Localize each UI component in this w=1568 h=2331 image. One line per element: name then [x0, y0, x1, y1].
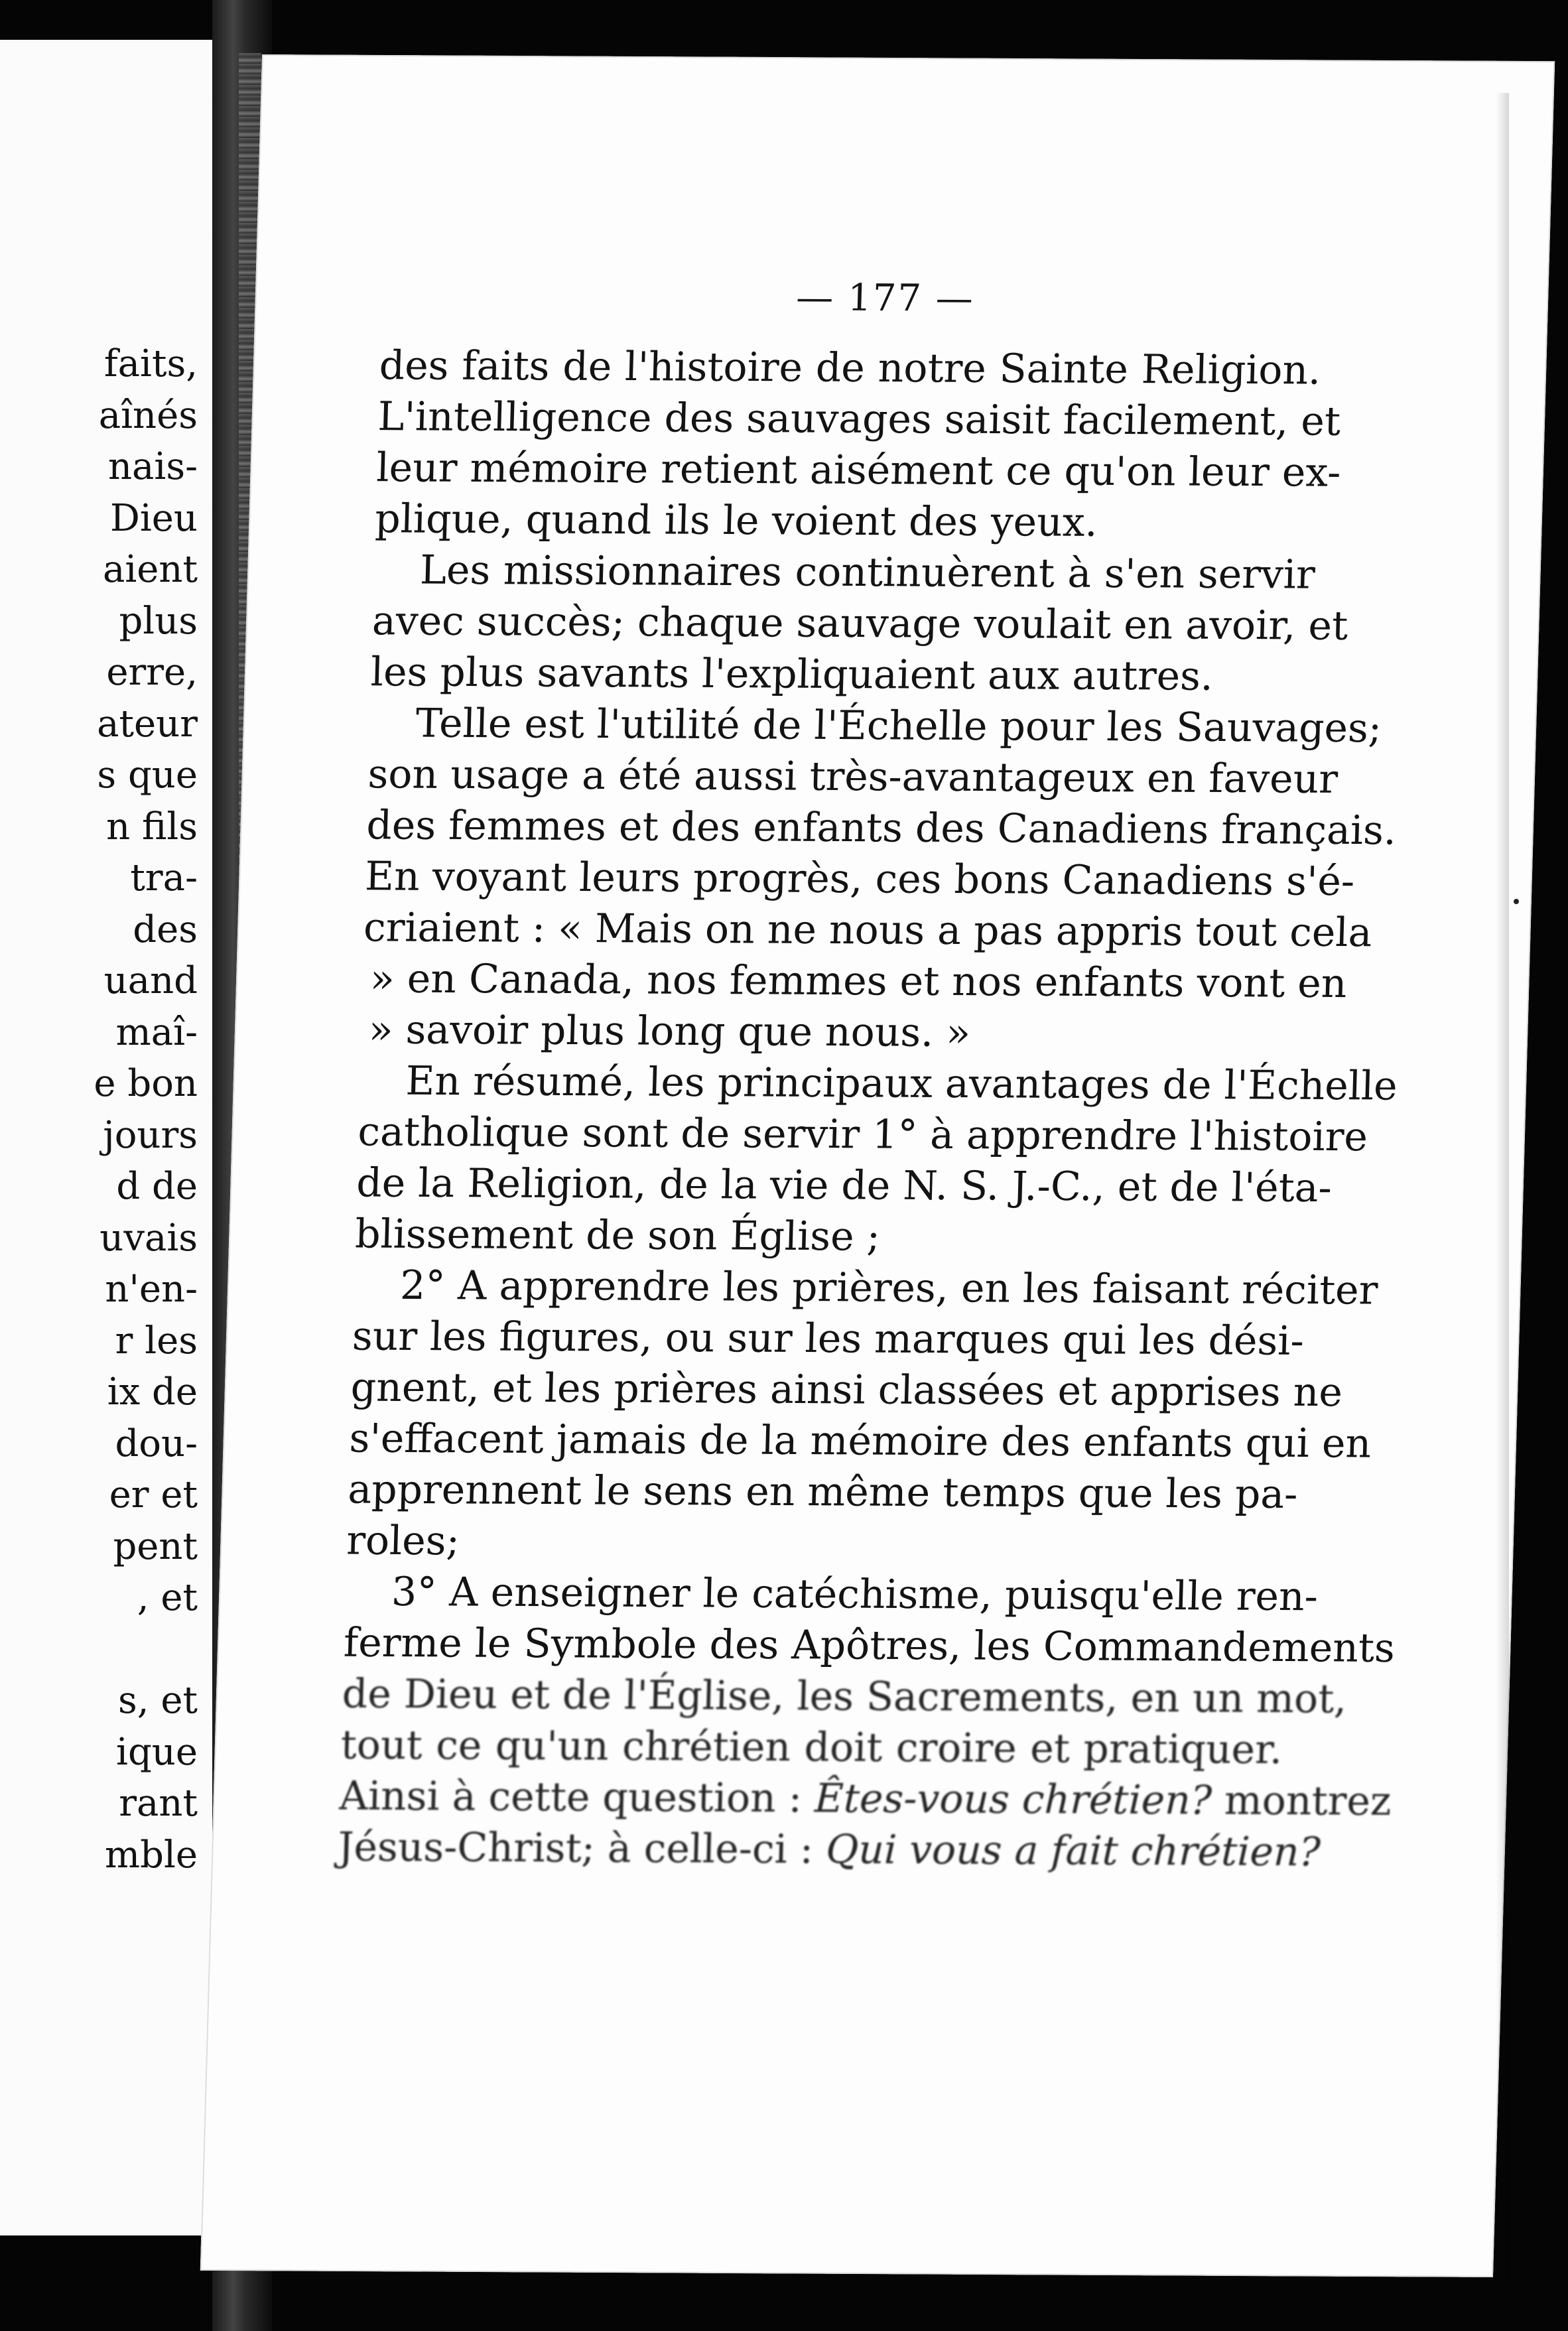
left-page-line: maî-	[115, 1010, 198, 1054]
text-line: des femmes et des enfants des Canadiens français.	[365, 802, 1397, 854]
text-line: criaient : « Mais on ne nous a pas appris tout cela	[363, 904, 1373, 957]
text-line: En résumé, les principaux avantages de l'Échelle	[405, 1057, 1398, 1110]
text-line: Les missionnaires continuèrent à s'en servir	[419, 547, 1316, 598]
left-page-line: aînés	[98, 393, 198, 437]
text-line: blissement de son Église ;	[354, 1211, 881, 1260]
text-line: leur mémoire retient aisément ce qu'on leur ex-	[375, 444, 1342, 496]
text-line: de Dieu et de l'Église, les Sacrements, en un mot,	[341, 1670, 1348, 1723]
page-edge-shadow	[1496, 93, 1509, 2282]
left-page-line: , et	[137, 1576, 198, 1619]
text-line: de la Religion, de la vie de N. S. J.-C., et de l'éta-	[356, 1160, 1333, 1212]
page-number: — 177 —	[795, 276, 975, 320]
left-page-line: erre,	[106, 651, 198, 694]
text-run: Ainsi à cette question :	[338, 1772, 816, 1822]
left-page-line: plus	[119, 599, 198, 643]
left-page-line: s que	[97, 754, 198, 797]
text-line: plique, quand ils le voient des yeux.	[374, 496, 1098, 546]
dust-speck	[1514, 899, 1519, 904]
left-page-line: ique	[116, 1730, 198, 1774]
left-page-line: ix de	[107, 1370, 198, 1414]
text-line	[338, 1771, 1392, 1827]
left-page-line: e bon	[94, 1062, 198, 1105]
left-page-line: n'en-	[105, 1268, 198, 1311]
text-line: catholique sont de servir 1° à apprendre l'histoire	[357, 1108, 1368, 1161]
left-page-line: n fils	[106, 805, 198, 848]
left-page-line: er et	[109, 1473, 198, 1516]
left-page-line: tra-	[130, 856, 198, 899]
text-line: 3° A enseigner le catéchisme, puisqu'elle ren-	[391, 1568, 1319, 1621]
left-page-text	[94, 338, 198, 1881]
page-body	[337, 340, 1398, 1878]
italic-text: Qui vous a fait chrétien?	[825, 1826, 1321, 1876]
text-line: ferme le Symbole des Apôtres, les Commandements	[343, 1619, 1396, 1672]
left-page-line: r les	[115, 1319, 198, 1363]
left-page-line: uvais	[99, 1216, 198, 1260]
text-line: L'intelligence des sauvages saisit facilement, et	[377, 393, 1341, 445]
left-page-line: dou-	[115, 1422, 198, 1465]
text-line: avec succès; chaque sauvage voulait en avoir, et	[371, 598, 1349, 649]
text-line: » en Canada, nos femmes et nos enfants vont en	[369, 955, 1348, 1008]
text-run: Jésus-Christ; à celle-ci :	[337, 1824, 827, 1873]
text-run: montrez	[1210, 1777, 1392, 1825]
text-line	[337, 1822, 1321, 1878]
left-page-line	[94, 1624, 198, 1676]
left-page-line: nais-	[107, 445, 198, 488]
text-line: tout ce qu'un chrétien doit croire et pratiquer.	[340, 1721, 1283, 1774]
left-page-line: uand	[103, 959, 198, 1002]
left-page-line: aient	[102, 548, 198, 591]
text-line: En voyant leurs progrès, ces bons Canadiens s'é-	[364, 853, 1356, 905]
left-page-line: mble	[105, 1833, 198, 1877]
text-line: 2° A apprendre les prières, en les faisant réciter	[399, 1262, 1379, 1314]
left-page-line: pent	[113, 1524, 198, 1568]
right-page	[200, 54, 1555, 2277]
text-line: sur les figures, ou sur les marques qui les dési-	[352, 1313, 1305, 1365]
left-page-line: ateur	[97, 702, 198, 746]
left-page-line: rant	[119, 1782, 198, 1825]
left-page-line: des	[133, 907, 198, 951]
left-page-line: d de	[116, 1165, 198, 1208]
text-line: s'effacent jamais de la mémoire des enfants qui en	[348, 1415, 1372, 1467]
text-line: des faits de l'histoire de notre Sainte Religion.	[378, 342, 1322, 394]
left-page-line: jours	[103, 1113, 198, 1157]
text-line: les plus savants l'expliquaient aux autres.	[369, 649, 1214, 700]
text-line: gnent, et les prières ainsi classées et apprises ne	[350, 1364, 1343, 1416]
text-line: son usage a été aussi très-avantageux en faveur	[367, 751, 1339, 803]
text-line: roles;	[346, 1517, 460, 1565]
text-line: » savoir plus long que nous. »	[367, 1006, 972, 1057]
left-page-line: Dieu	[109, 496, 198, 540]
left-page-line: s, et	[118, 1679, 198, 1722]
left-page	[0, 40, 212, 2235]
italic-text: Êtes-vous chrétien?	[814, 1775, 1212, 1824]
left-page-line: faits,	[103, 342, 198, 385]
text-line: apprennent le sens en même temps que les pa-	[347, 1466, 1299, 1518]
text-line: Telle est l'utilité de l'Échelle pour les Sauvages;	[415, 700, 1382, 752]
